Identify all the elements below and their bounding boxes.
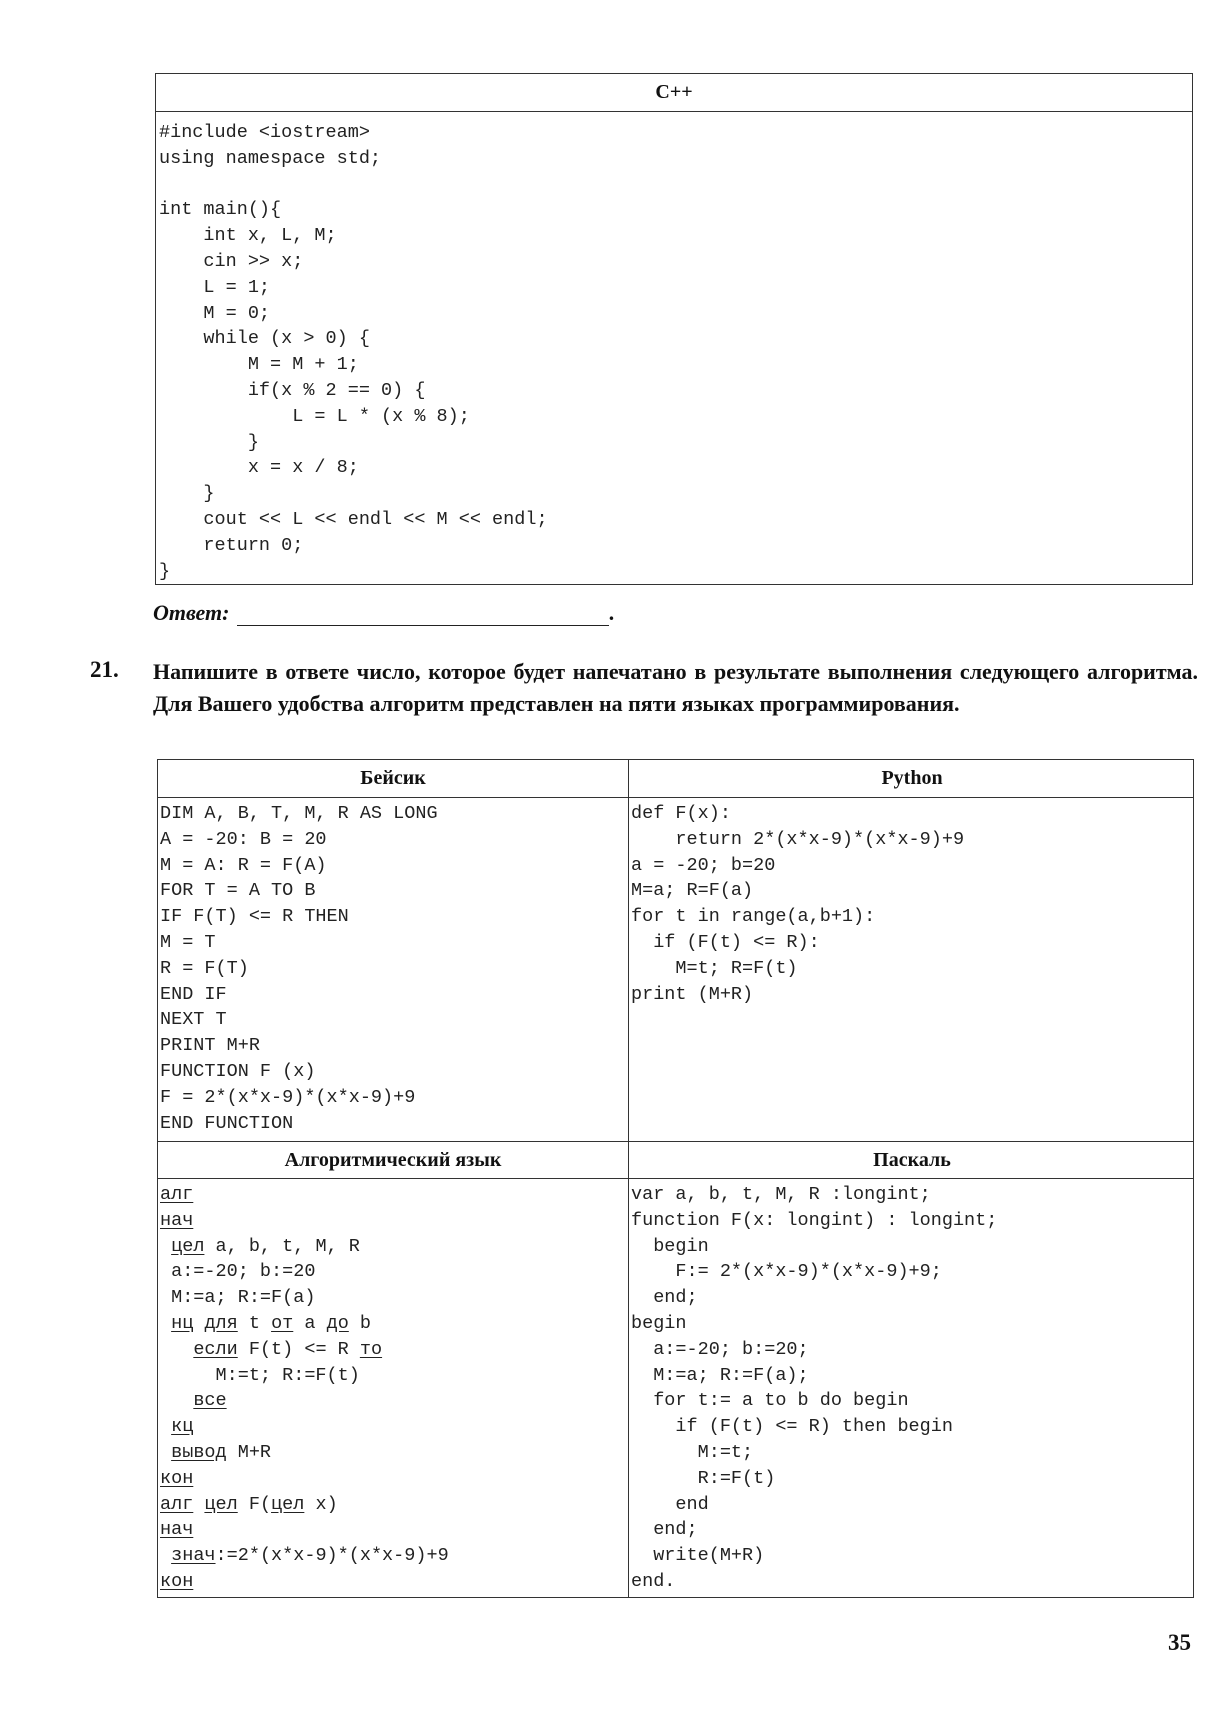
basic-header: Бейсик (360, 767, 426, 789)
code-line: return 2*(x*x-9)*(x*x-9)+9 (631, 828, 965, 850)
code-line: cout << L << endl << M << endl; (159, 508, 548, 530)
code-line: FOR T = A TO B (160, 880, 316, 902)
code-line: F = 2*(x*x-9)*(x*x-9)+9 (160, 1086, 416, 1108)
code-line: L = L * (x % 8); (159, 405, 470, 427)
code-line: END FUNCTION (160, 1112, 294, 1134)
code-line: cin >> x; (159, 250, 304, 272)
basic-code (160, 801, 438, 1136)
code-line: M = M + 1; (159, 354, 359, 376)
code-line: M:=t; R:=F(t) (160, 1364, 360, 1386)
python-header: Python (881, 767, 943, 789)
code-line: def F(x): (631, 803, 731, 824)
code-line: вывод M+R (171, 1441, 272, 1463)
code-line: int x, L, M; (159, 225, 337, 247)
code-line: R:=F(t) (631, 1467, 776, 1489)
code-line: end; (631, 1519, 698, 1541)
code-line: NEXT T (160, 1009, 227, 1031)
code-line: алг (160, 1184, 194, 1205)
code-line: M=a; R=F(a) (631, 880, 754, 902)
python-code (631, 801, 964, 1007)
code-line: } (159, 431, 259, 453)
code-line: function F(x: longint) : longint; (631, 1209, 998, 1231)
pascal-code (631, 1182, 997, 1595)
code-line: нач (160, 1209, 194, 1231)
algorithm-table (157, 759, 1194, 1598)
code-line: IF F(T) <= R THEN (160, 906, 349, 928)
code-line: алг цел F(цел x) (160, 1493, 338, 1515)
code-line: PRINT M+R (160, 1035, 260, 1057)
code-line: A = -20: B = 20 (160, 828, 327, 850)
code-line: using namespace std; (159, 147, 382, 169)
code-line: F:= 2*(x*x-9)*(x*x-9)+9; (631, 1261, 942, 1283)
code-line: кц (171, 1416, 194, 1438)
code-line: int main(){ (159, 199, 282, 221)
code-line: print (M+R) (631, 983, 754, 1005)
code-line: write(M+R) (631, 1545, 765, 1567)
code-line: #include <iostream> (159, 122, 370, 143)
code-line: R = F(T) (160, 957, 249, 979)
answer-field[interactable] (237, 603, 609, 626)
code-line: end. (631, 1570, 676, 1592)
task-text: Напишите в ответе число, которое будет напечатано в результате выполнения следующего алгоритма. Для Вашего удобства алгоритм представлен на пяти языках программирования. (153, 659, 1198, 716)
answer-end: . (609, 600, 615, 625)
algo-header: Алгоритмический язык (284, 1149, 502, 1171)
cpp-code-table (155, 73, 1193, 585)
code-line: M = 0; (159, 302, 271, 324)
code-line: } (159, 483, 215, 505)
code-line: begin (631, 1312, 687, 1334)
code-line: знач:=2*(x*x-9)*(x*x-9)+9 (171, 1545, 449, 1567)
code-line: var a, b, t, M, R :longint; (631, 1184, 931, 1205)
pascal-header: Паскаль (873, 1149, 951, 1171)
code-line: M:=t; (631, 1441, 754, 1463)
code-line (159, 172, 548, 198)
code-line: все (193, 1390, 227, 1412)
code-line: for t:= a to b do begin (631, 1390, 909, 1412)
answer-row (153, 600, 615, 626)
code-line: x = x / 8; (159, 457, 359, 479)
code-line: end (631, 1493, 709, 1515)
code-line: return 0; (159, 534, 304, 556)
code-line: end; (631, 1287, 698, 1309)
code-line: if(x % 2 == 0) { (159, 379, 426, 401)
code-line: DIM A, B, T, M, R AS LONG (160, 803, 438, 824)
row-divider (158, 797, 1193, 798)
code-line: if (F(t) <= R) then begin (631, 1416, 953, 1438)
code-line: if (F(t) <= R): (631, 931, 820, 953)
code-line: while (x > 0) { (159, 328, 370, 350)
code-line: нц для t от a до b (171, 1312, 372, 1334)
code-line: } (159, 560, 171, 582)
code-line: M=t; R=F(t) (631, 957, 798, 979)
code-line: for t in range(a,b+1): (631, 906, 876, 928)
code-line: begin (631, 1235, 709, 1257)
code-line: M = A: R = F(A) (160, 854, 327, 876)
code-line: кон (160, 1467, 194, 1489)
code-line: L = 1; (159, 276, 271, 298)
cpp-header: C++ (156, 74, 1192, 112)
answer-label: Ответ: (153, 600, 230, 625)
code-line: FUNCTION F (x) (160, 1060, 316, 1082)
task-number: 21. (90, 657, 119, 682)
code-line: a = -20; b=20 (631, 854, 776, 876)
cpp-code (159, 120, 548, 584)
page-number: 35 (1168, 1630, 1191, 1655)
algo-code (160, 1182, 449, 1595)
code-line: цел a, b, t, M, R (171, 1235, 360, 1257)
code-line: a:=-20; b:=20; (631, 1338, 809, 1360)
code-line: M:=a; R:=F(a); (631, 1364, 809, 1386)
code-line: M = T (160, 931, 216, 953)
code-line: M:=a; R:=F(a) (160, 1287, 316, 1309)
code-line: END IF (160, 983, 227, 1005)
code-line: a:=-20; b:=20 (160, 1261, 316, 1283)
code-line: если F(t) <= R то (193, 1338, 383, 1360)
code-line: нач (160, 1519, 194, 1541)
code-line: кон (160, 1570, 194, 1592)
